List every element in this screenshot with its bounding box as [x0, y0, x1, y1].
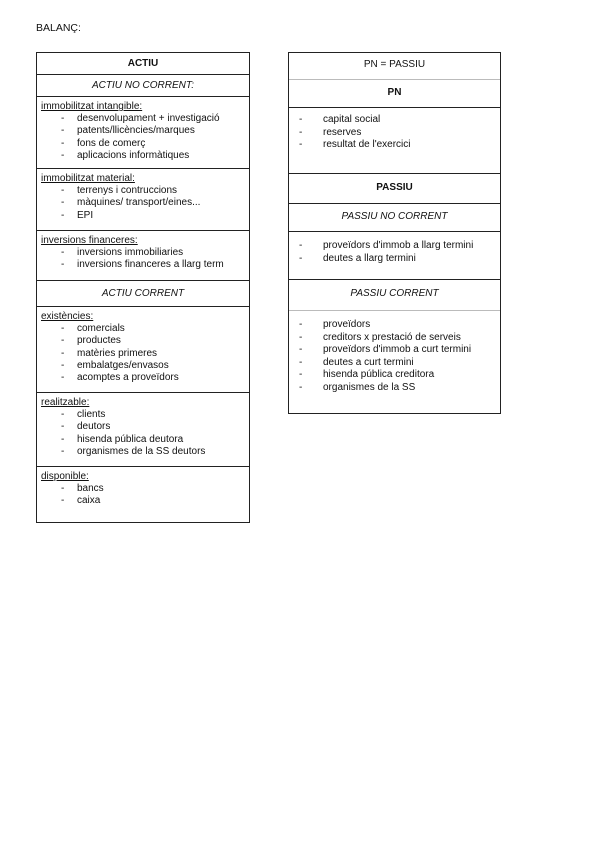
section-head: immobilitzat intangible: — [41, 101, 143, 112]
pn-passiu-table — [288, 52, 501, 414]
list-item: - bancs — [41, 483, 249, 495]
pn-passiu-header: PN = PASSIU — [289, 53, 500, 80]
section-immobilitzat-intangible — [37, 97, 249, 169]
list-item: - hisenda pública creditora — [295, 369, 500, 382]
section-head: realitzable: — [41, 397, 90, 408]
actiu-corrent-label: ACTIU CORRENT — [37, 281, 249, 307]
passiu-no-corrent-section — [289, 232, 500, 280]
section-inversions-financeres — [37, 231, 249, 281]
section-head: immobilitzat material: — [41, 173, 135, 184]
list-item: - EPI — [41, 210, 249, 222]
section-head: disponible: — [41, 471, 89, 482]
list-item: - deutors — [41, 421, 249, 433]
list-item: - embalatges/envasos — [41, 360, 249, 372]
passiu-corrent-label: PASSIU CORRENT — [289, 280, 500, 311]
list-item: - proveïdors — [295, 319, 500, 332]
section-head: inversions financeres: — [41, 235, 138, 246]
list-item: - aplicacions informàtiques — [41, 150, 249, 162]
actiu-table — [36, 52, 250, 523]
actiu-header: ACTIU — [37, 53, 249, 75]
list-item: - resultat de l'exercici — [295, 139, 500, 152]
list-item: - comercials — [41, 323, 249, 335]
section-existencies — [37, 307, 249, 393]
list-item: - fons de comerç — [41, 138, 249, 150]
section-realitzable — [37, 393, 249, 467]
pn-label: PN — [289, 80, 500, 108]
list-item: - deutes a llarg termini — [295, 253, 500, 266]
passiu-label: PASSIU — [289, 174, 500, 204]
list-item: - matèries primeres — [41, 348, 249, 360]
list-item: - terrenys i contruccions — [41, 185, 249, 197]
list-item: - reserves — [295, 127, 500, 140]
list-item: - caixa — [41, 495, 249, 507]
page-title: BALANÇ: — [36, 22, 81, 34]
list-item: - organismes de la SS — [295, 382, 500, 395]
list-item: - deutes a curt termini — [295, 357, 500, 370]
list-item: - patents/llicències/marques — [41, 125, 249, 137]
list-item: - hisenda pública deutora — [41, 434, 249, 446]
list-item: - acomptes a proveïdors — [41, 372, 249, 384]
passiu-corrent-section — [289, 311, 500, 395]
list-item: - capital social — [295, 114, 500, 127]
list-item: - inversions financeres a llarg term — [41, 259, 249, 271]
pn-items-section — [289, 108, 500, 174]
list-item: - organismes de la SS deutors — [41, 446, 249, 458]
passiu-no-corrent-label: PASSIU NO CORRENT — [289, 204, 500, 232]
list-item: - creditors x prestació de serveis — [295, 332, 500, 345]
list-item: - proveïdors d'immob a curt termini — [295, 344, 500, 357]
list-item: - productes — [41, 335, 249, 347]
actiu-no-corrent-label: ACTIU NO CORRENT: — [37, 75, 249, 97]
list-item: - inversions immobiliaries — [41, 247, 249, 259]
list-item: - proveïdors d'immob a llarg termini — [295, 240, 500, 253]
section-disponible — [37, 467, 249, 520]
section-immobilitzat-material — [37, 169, 249, 231]
list-item: - clients — [41, 409, 249, 421]
list-item: - desenvolupament + investigació — [41, 113, 249, 125]
list-item: - màquines/ transport/eines... — [41, 197, 249, 209]
section-head: existències: — [41, 311, 94, 322]
